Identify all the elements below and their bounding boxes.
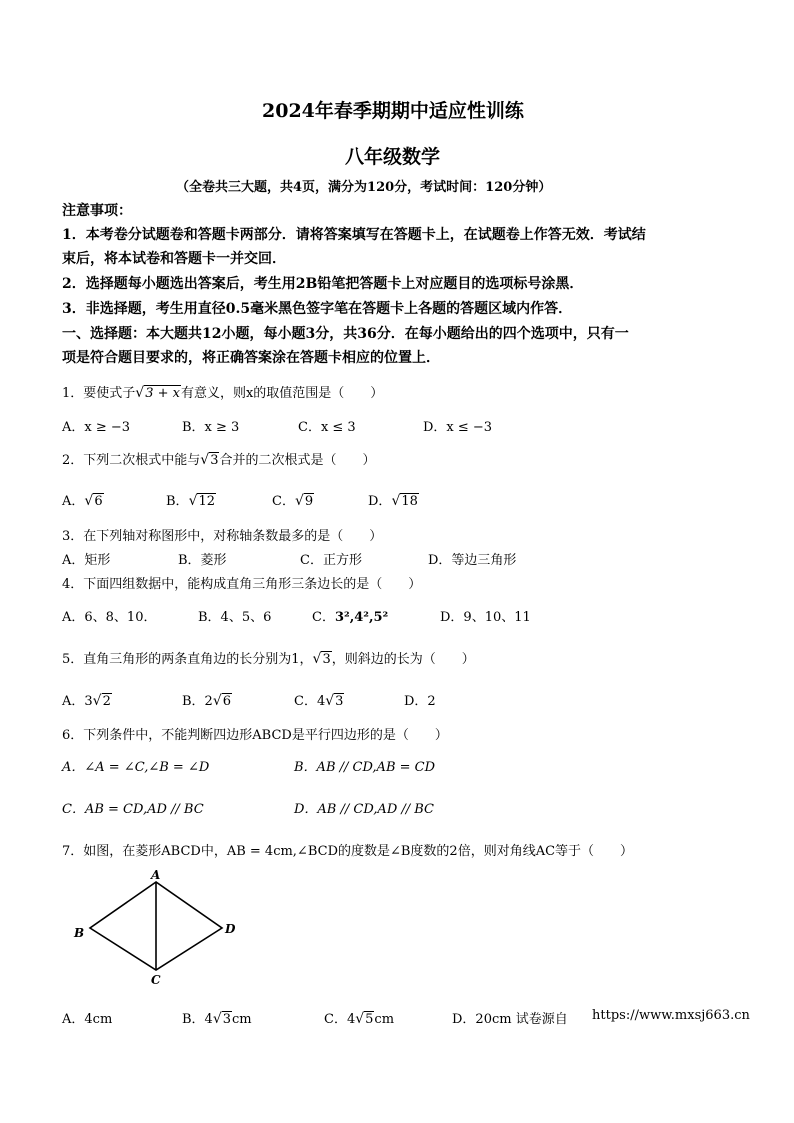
q1-stem-pre: 1．要使式子 xyxy=(62,386,136,401)
q5-radical: √3 xyxy=(312,651,331,667)
q6-option-b: B．AB // CD,AB = CD xyxy=(294,760,436,775)
q6-option-a: A．∠A = ∠C,∠B = ∠D xyxy=(62,760,210,775)
q1-stem-post: 有意义，则x的取值范围是（ ） xyxy=(180,386,384,401)
note-3: 3．非选择题，考生用直径0.5毫米黑色签字笔在答题卡上各题的答题区域内作答． xyxy=(62,301,573,317)
q7-option-c: C．4√5cm xyxy=(324,1011,395,1027)
q1-option-a: A．x ≥ −3 xyxy=(62,420,131,435)
q4-option-c: C．3²,4²,5² xyxy=(312,610,389,625)
exam-subject: 八年级数学 xyxy=(345,146,441,168)
q5-stem-pre: 5．直角三角形的两条直角边的长分别为1， xyxy=(62,652,313,667)
q5-stem-post: ，则斜边的长为（ ） xyxy=(331,652,475,667)
q7-option-b: B．4√3cm xyxy=(182,1011,252,1027)
q4-option-a: A．6、8、10． xyxy=(62,610,157,625)
q2-radicand: 3 xyxy=(210,453,219,468)
question-6: 6．下列条件中，不能判断四边形ABCD是平行四边形的是（ ） xyxy=(62,728,448,743)
q5-option-b: B．2√6 xyxy=(182,693,232,709)
q5-option-c: C．4√3 xyxy=(294,693,344,709)
q2-option-c: C．√9 xyxy=(272,493,314,509)
section1-line1: 一、选择题：本大题共12小题，每小题3分，共36分．在每小题给出的四个选项中，只有一 xyxy=(62,326,629,342)
question-7: 7．如图，在菱形ABCD中，AB = 4cm,∠BCD的度数是∠B度数的2倍，则对角线AC等于（ ） xyxy=(62,844,634,859)
q2-radical: √3 xyxy=(200,452,219,468)
q4-option-b: B．4、5、6 xyxy=(198,610,272,625)
question-2 xyxy=(62,449,376,468)
q2-option-d: D．√18 xyxy=(368,493,418,509)
q2-option-a: A．√6 xyxy=(62,493,103,509)
note-1a: 1．本考卷分试题卷和答题卡两部分．请将答案填写在答题卡上，在试题卷上作答无效．考试结 xyxy=(62,227,646,243)
q3-option-d: D．等边三角形 xyxy=(428,553,517,568)
question-4: 4．下面四组数据中，能构成直角三角形三条边长的是（ ） xyxy=(62,577,422,592)
q4-option-d: D．9、10、11 xyxy=(440,610,531,625)
question-3: 3．在下列轴对称图形中，对称轴条数最多的是（ ） xyxy=(62,529,383,544)
q1-option-d: D．x ≤ −3 xyxy=(423,420,493,435)
q7-option-a: A．4cm xyxy=(62,1012,113,1027)
q1-option-b: B．x ≥ 3 xyxy=(182,420,240,435)
vertex-a-label: A xyxy=(151,868,161,882)
vertex-b-label: B xyxy=(74,926,85,940)
exam-info: （全卷共三大题，共4页，满分为120分，考试时间：120分钟） xyxy=(176,180,552,195)
q1-option-c: C．x ≤ 3 xyxy=(298,420,356,435)
q5-radicand: 3 xyxy=(322,652,331,667)
q7-option-d: D．20cm 试卷源自 xyxy=(452,1012,568,1027)
rhombus-figure xyxy=(62,866,252,990)
note-1b: 束后，将本试卷和答题卡一并交回． xyxy=(62,251,286,267)
note-2: 2．选择题每小题选出答案后，考生用2B铅笔把答题卡上对应题目的选项标号涂黑． xyxy=(62,276,584,292)
source-url: https://www.mxsj663.cn xyxy=(592,1008,750,1023)
q1-radicand: 3 + x xyxy=(145,386,180,401)
q2-option-b: B．√12 xyxy=(166,493,216,509)
q6-option-d: D．AB // CD,AD // BC xyxy=(294,802,435,817)
q2-stem-pre: 2．下列二次根式中能与 xyxy=(62,453,201,468)
q5-option-d: D．2 xyxy=(404,694,436,709)
q5-option-a: A．3√2 xyxy=(62,693,111,709)
q2-stem-post: 合并的二次根式是（ ） xyxy=(219,453,376,468)
q6-option-c: C．AB = CD,AD // BC xyxy=(62,802,204,817)
q1-radical: √3 + x xyxy=(135,385,180,401)
exam-title: 2024年春季期期中适应性训练 xyxy=(262,100,524,122)
q3-option-a: A．矩形 xyxy=(62,553,111,568)
source-note: 试卷源自 xyxy=(515,1012,568,1027)
vertex-d-label: D xyxy=(225,922,236,936)
q3-option-b: B．菱形 xyxy=(178,553,227,568)
q3-option-c: C．正方形 xyxy=(300,553,362,568)
question-5 xyxy=(62,648,475,667)
section1-line2: 项是符合题目要求的，将正确答案涂在答题卡相应的位置上． xyxy=(62,350,440,366)
vertex-c-label: C xyxy=(151,973,161,987)
notes-heading: 注意事项： xyxy=(62,203,132,219)
question-1 xyxy=(62,382,383,401)
